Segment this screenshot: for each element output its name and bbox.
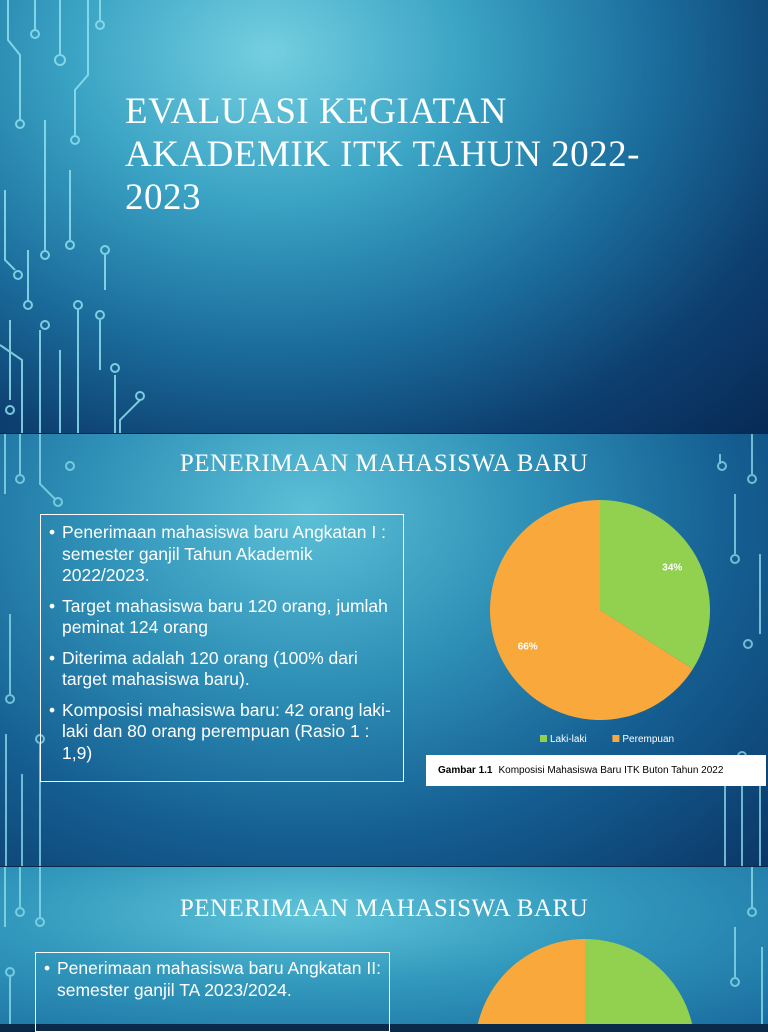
slide-1: [0, 0, 768, 433]
bullet-list: [40, 958, 383, 1001]
slide-title: PENERIMAAN MAHASISWA BARU: [179, 450, 589, 477]
legend-label: Perempuan: [622, 734, 675, 745]
figure-caption: [426, 755, 766, 786]
pie-chart: [470, 924, 730, 1024]
list-item: • Penerimaan mahasiswa baru Angkatan I : semester ganjil Tahun Akademik 2022/2023.: [49, 522, 386, 585]
bullet-list: [45, 522, 397, 764]
caption-text: Komposisi Mahasiswa Baru ITK Buton Tahun 2022: [498, 765, 724, 776]
legend-swatch: [540, 735, 547, 742]
pie-slice-laki-laki: [585, 939, 695, 1024]
bullet-textbox: [35, 952, 390, 1032]
legend-label: Laki-laki: [550, 734, 587, 745]
list-item: • Diterima adalah 120 orang (100% dari target mahasiswa baru).: [49, 647, 358, 689]
data-label: 34%: [662, 562, 683, 574]
data-label: 66%: [517, 641, 538, 653]
legend-swatch: [612, 735, 619, 742]
slide-title: EVALUASI KEGIATAN AKADEMIK ITK TAHUN 2022-2023: [125, 91, 640, 218]
list-item: • Komposisi mahasiswa baru: 42 orang laki-laki dan 80 orang perempuan (Rasio 1 : 1,9): [49, 699, 391, 763]
caption-label: Gambar 1.1: [438, 765, 493, 776]
list-item: • Penerimaan mahasiswa baru Angkatan II: semester ganjil TA 2023/2024.: [44, 958, 381, 1000]
bullet-textbox: [40, 514, 404, 782]
list-item: • Target mahasiswa baru 120 orang, jumlah peminat 124 orang: [49, 595, 388, 637]
slide-title: PENERIMAAN MAHASISWA BARU: [179, 895, 589, 922]
pie-chart: [470, 486, 730, 751]
